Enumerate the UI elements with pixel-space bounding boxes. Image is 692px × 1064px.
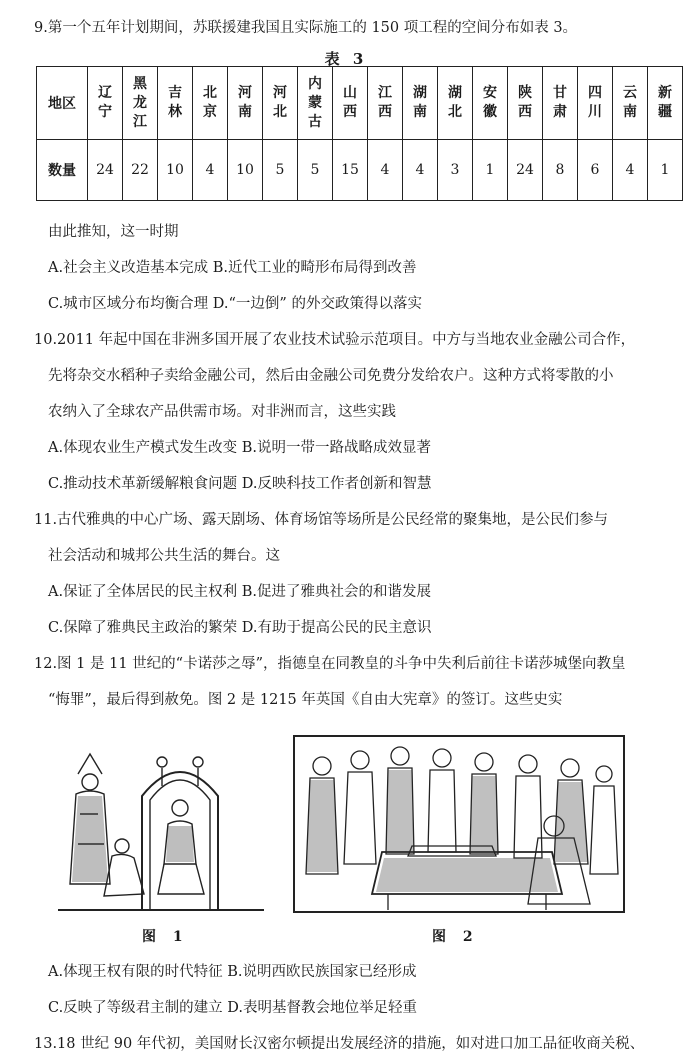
count-cell: 4 (403, 140, 438, 201)
region-cell (123, 67, 158, 140)
region-cell (613, 67, 648, 140)
count-cell: 5 (298, 140, 333, 201)
region-cell (193, 67, 228, 140)
count-cell: 1 (473, 140, 508, 201)
q11-options-cd: C.保障了雅典民主政治的繁荣 D.有助于提高公民的民主意识 (48, 620, 432, 636)
count-cell: 4 (193, 140, 228, 201)
region-cell (508, 67, 543, 140)
region-name: 辽宁 (98, 85, 112, 120)
q12-line1: 12.图 1 是 11 世纪的“卡诺莎之辱”，指德皇在同教皇的斗争中失利后前往卡诺莎城堡向教皇 (34, 656, 626, 672)
q11-options-ab: A.保证了全体居民的民主权利 B.促进了雅典社会的和谐发展 (48, 584, 431, 600)
q12-options-ab: A.体现王权有限的时代特征 B.说明西欧民族国家已经形成 (48, 964, 417, 980)
region-name: 安徽 (483, 85, 497, 120)
q10-options-cd: C.推动技术革新缓解粮食问题 D.反映科技工作者创新和智慧 (48, 476, 432, 492)
q11-line1: 11.古代雅典的中心广场、露天剧场、体育场馆等场所是公民经常的聚集地，是公民们参与 (34, 512, 609, 528)
region-cell (578, 67, 613, 140)
q9-options-cd: C.城市区域分布均衡合理 D.“一边倒” 的外交政策得以落实 (48, 296, 422, 312)
region-name: 黑龙江 (133, 75, 147, 130)
region-name: 陕西 (518, 85, 532, 120)
region-cell (648, 67, 683, 140)
region-name: 湖北 (448, 85, 462, 120)
figure-1-illustration (58, 734, 264, 914)
figure-2-illustration (292, 734, 626, 914)
region-cell (368, 67, 403, 140)
count-cell: 6 (578, 140, 613, 201)
region-name: 云南 (623, 85, 637, 120)
region-cell (228, 67, 263, 140)
region-name: 北京 (203, 85, 217, 120)
count-cell: 24 (88, 140, 123, 201)
region-name: 山西 (343, 85, 357, 120)
count-cell: 24 (508, 140, 543, 201)
region-name: 四川 (588, 85, 602, 120)
count-cell: 5 (263, 140, 298, 201)
region-name: 内蒙古 (308, 75, 322, 130)
figure-1-caption: 图 1 (142, 929, 189, 945)
region-cell (158, 67, 193, 140)
row-label-count: 数量 (37, 140, 88, 201)
region-name: 江西 (378, 85, 392, 120)
table-3 (36, 66, 683, 201)
q9-stem: 9.第一个五年计划期间，苏联援建我国且实际施工的 150 项工程的空间分布如表 3。 (34, 20, 578, 36)
region-cell (473, 67, 508, 140)
region-cell (438, 67, 473, 140)
count-cell: 4 (613, 140, 648, 201)
q9-options-ab: A.社会主义改造基本完成 B.近代工业的畸形布局得到改善 (48, 260, 417, 276)
region-cell (263, 67, 298, 140)
q10-line1: 10.2011 年起中国在非洲多国开展了农业技术试验示范项目。中方与当地农业金融公司合作， (34, 332, 636, 348)
region-cell (333, 67, 368, 140)
count-cell: 22 (123, 140, 158, 201)
count-cell: 1 (648, 140, 683, 201)
count-cell: 3 (438, 140, 473, 201)
count-cell: 10 (158, 140, 193, 201)
count-cell: 4 (368, 140, 403, 201)
q10-line2: 先将杂交水稻种子卖给金融公司，然后由金融公司免费分发给农户。这种方式将零散的小 (48, 368, 614, 384)
count-cell: 15 (333, 140, 368, 201)
row-label-region: 地区 (37, 67, 88, 140)
table-caption: 表 3 (324, 50, 368, 68)
region-cell (88, 67, 123, 140)
region-name: 湖南 (413, 85, 427, 120)
region-cell (403, 67, 438, 140)
q13-line1: 13.18 世纪 90 年代初，美国财长汉密尔顿提出发展经济的措施，如对进口加工品征收商关税、 (34, 1036, 645, 1052)
region-name: 吉林 (168, 85, 182, 120)
figure-2-caption: 图 2 (432, 929, 479, 945)
q12-line2: “悔罪”，最后得到赦免。图 2 是 1215 年英国《自由大宪章》的签订。这些史实 (48, 692, 563, 708)
region-name: 甘肃 (553, 85, 567, 120)
q10-line3: 农纳入了全球农产品供需市场。对非洲而言，这些实践 (48, 404, 396, 420)
q10-options-ab: A.体现农业生产模式发生改变 B.说明一带一路战略成效显著 (48, 440, 431, 456)
count-cell: 10 (228, 140, 263, 201)
region-name: 河南 (238, 85, 252, 120)
region-name: 河北 (273, 85, 287, 120)
count-cell: 8 (543, 140, 578, 201)
region-cell (298, 67, 333, 140)
q12-options-cd: C.反映了等级君主制的建立 D.表明基督教会地位举足轻重 (48, 1000, 418, 1016)
q9-lead: 由此推知，这一时期 (48, 224, 179, 240)
region-cell (543, 67, 578, 140)
q11-line2: 社会活动和城邦公共生活的舞台。这 (48, 548, 280, 564)
region-name: 新疆 (658, 85, 672, 120)
